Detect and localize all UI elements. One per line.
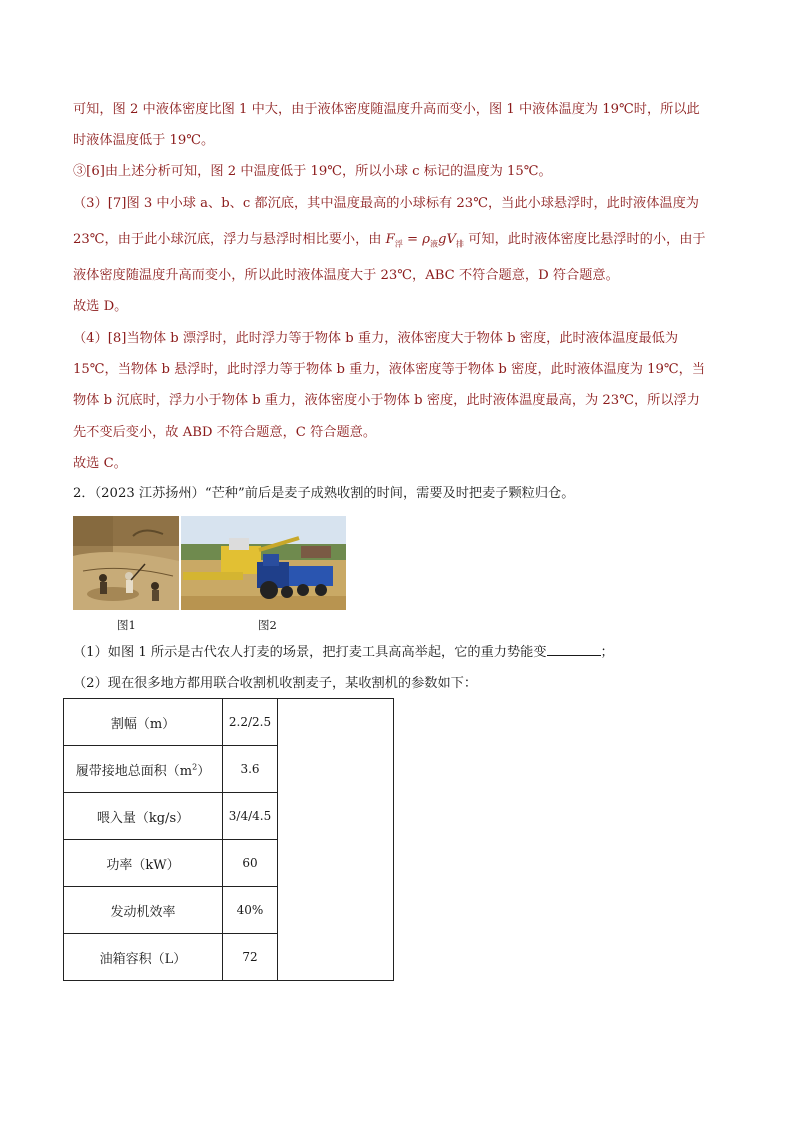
figure-1-caption: 图1 — [117, 618, 136, 632]
text-line-12: 故选 C。 — [73, 456, 127, 471]
table-row — [64, 699, 394, 746]
question-2-stem: 2．（2023 江苏扬州）“芒种”前后是麦子成熟收割的时间，需要及时把麦子颗粒归仓。 — [73, 486, 575, 501]
answer-blank[interactable] — [547, 642, 601, 656]
text-line-2: 时液体温度低于 19℃。 — [73, 133, 215, 148]
harvester-parameters-table — [63, 698, 394, 981]
question-2-part-1: （1）如图 1 所示是古代农人打麦的场景，把打麦工具高高举起，它的重力势能变 ； — [73, 642, 614, 663]
param-value: 2.2/2.5 — [223, 699, 278, 746]
text-line-8: （4）[8]当物体 b 漂浮时，此时浮力等于物体 b 重力，液体密度大于物体 b 密度，此时液体温度最低为 — [73, 331, 679, 346]
text-line-9: 15℃，当物体 b 悬浮时，此时浮力等于物体 b 重力，液体密度等于物体 b 密度，此时液体温度为 19℃，当 — [73, 362, 706, 377]
figure-1-threshing-painting — [73, 516, 179, 610]
text-line-10: 物体 b 沉底时，浮力小于物体 b 重力，液体密度小于物体 b 密度，此时液体温度最高，为 23℃，所以浮力 — [73, 393, 700, 408]
param-label: 喂入量（kg/s） — [64, 793, 223, 840]
text-line-3: ③[6]由上述分析可知，图 2 中温度低于 19℃，所以小球 c 标记的温度为 15℃。 — [73, 164, 552, 179]
param-label: 发动机效率 — [64, 887, 223, 934]
param-value: 3/4/4.5 — [223, 793, 278, 840]
param-value: 72 — [223, 934, 278, 981]
text-line-6: 液体密度随温度升高而变小，所以此时液体温度大于 23℃，ABC 不符合题意，D 符合题意。 — [73, 268, 619, 283]
param-value: 40% — [223, 887, 278, 934]
figure-2-combine-harvester-photo — [181, 516, 346, 610]
text-line-5a: 23℃，由于此小球沉底，浮力与悬浮时相比要小，由 — [73, 232, 386, 247]
param-value: 3.6 — [223, 746, 278, 793]
text-line-5b: 可知，此时液体密度比悬浮时的小，由于 — [464, 232, 706, 247]
param-label: 功率（kW） — [64, 840, 223, 887]
text-line-1: 可知，图 2 中液体密度比图 1 中大，由于液体密度随温度升高而变小，图 1 中液体温度为 19℃时，所以此 — [73, 102, 700, 117]
param-value: 60 — [223, 840, 278, 887]
figure-2-caption: 图2 — [258, 618, 277, 632]
param-label: 割幅（m） — [64, 699, 223, 746]
empty-column — [278, 699, 394, 981]
text-line-11: 先不变后变小，故 ABD 不符合题意，C 符合题意。 — [73, 425, 377, 440]
param-label: 油箱容积（L） — [64, 934, 223, 981]
text-line-5 — [73, 230, 706, 255]
question-2-part-2: （2）现在很多地方都用联合收割机收割麦子，某收割机的参数如下： — [73, 676, 478, 691]
param-label: 履带接地总面积$(m^2)$ — [64, 746, 223, 793]
text-line-4: （3）[7]图 3 中小球 a、b、c 都沉底，其中温度最高的小球标有 23℃，当此小球悬浮时，此时液体温度为 — [73, 196, 699, 211]
text-line-7: 故选 D。 — [73, 299, 128, 314]
buoyancy-formula: $F_浮 = \rho_液gV_排$ — [385, 232, 464, 249]
